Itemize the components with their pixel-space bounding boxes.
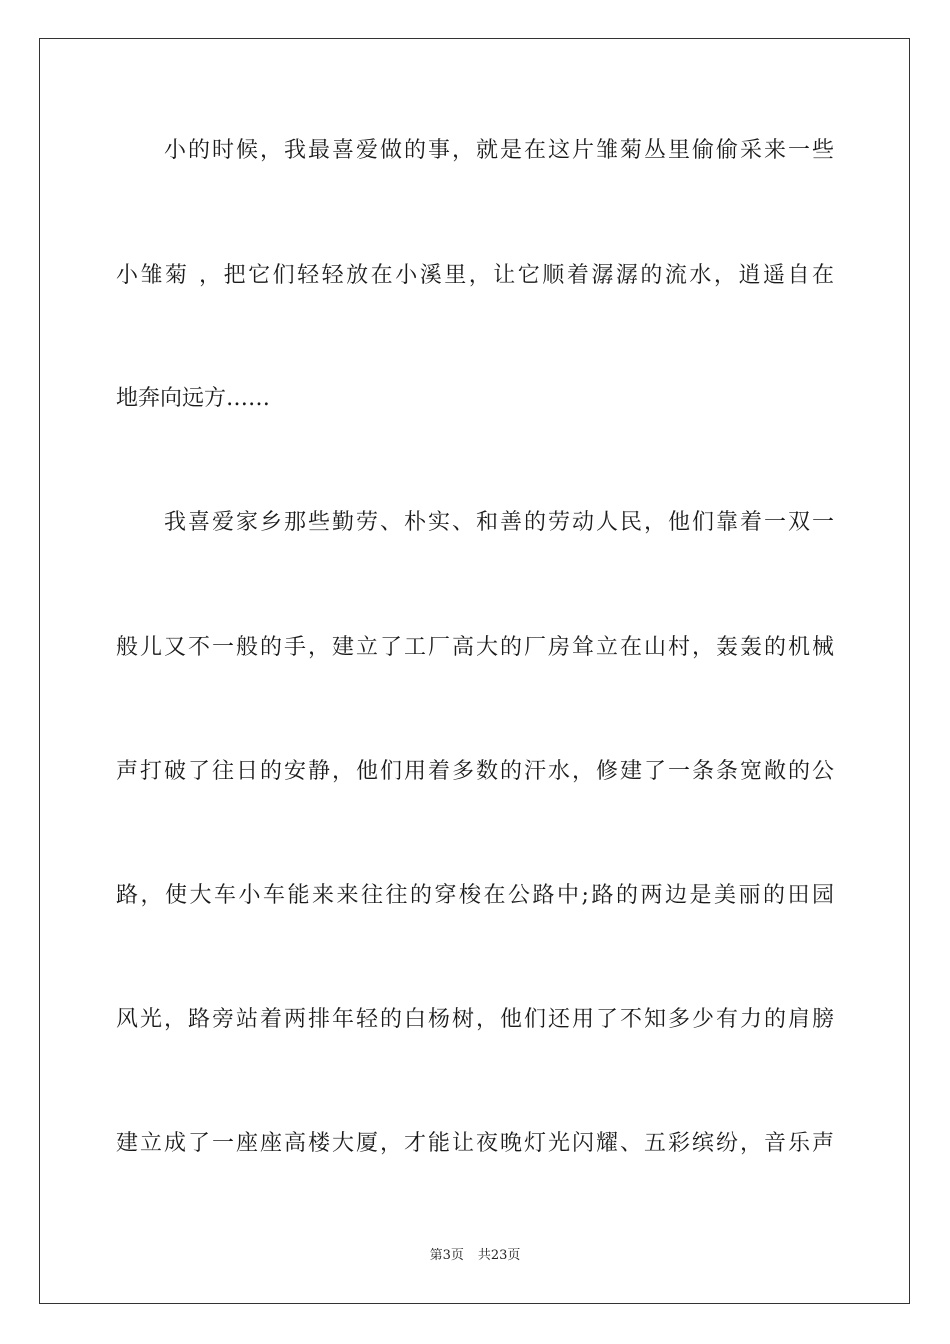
paragraph-2-line-2: 般儿又不一般的手，建立了工厂高大的厂房耸立在山村，轰轰的机械 <box>116 635 834 660</box>
page-total: 共23页 <box>477 1248 521 1263</box>
page-number: 第3页 <box>429 1248 464 1263</box>
paragraph-2-line-6: 建立成了一座座高楼大厦，才能让夜晚灯光闪耀、五彩缤纷，音乐声 <box>116 1131 834 1156</box>
paragraph-1-line-3: 地奔向远方…… <box>116 386 271 411</box>
paragraph-2-line-4: 路，使大车小车能来来往往的穿梭在公路中;路的两边是美丽的田园 <box>116 883 834 908</box>
page-footer <box>0 1247 950 1265</box>
paragraph-1-line-2: 小雏菊 ，把它们轻轻放在小溪里，让它顺着潺潺的流水，逍遥自在 <box>116 263 834 288</box>
page-border <box>39 38 910 1304</box>
paragraph-2-line-1: 我喜爱家乡那些勤劳、朴实、和善的劳动人民，他们靠着一双一 <box>164 510 834 535</box>
paragraph-1-line-1: 小的时候，我最喜爱做的事，就是在这片雏菊丛里偷偷采来一些 <box>164 138 834 163</box>
paragraph-2-line-5: 风光，路旁站着两排年轻的白杨树，他们还用了不知多少有力的肩膀 <box>116 1007 834 1032</box>
paragraph-2-line-3: 声打破了往日的安静，他们用着多数的汗水，修建了一条条宽敞的公 <box>116 759 834 784</box>
